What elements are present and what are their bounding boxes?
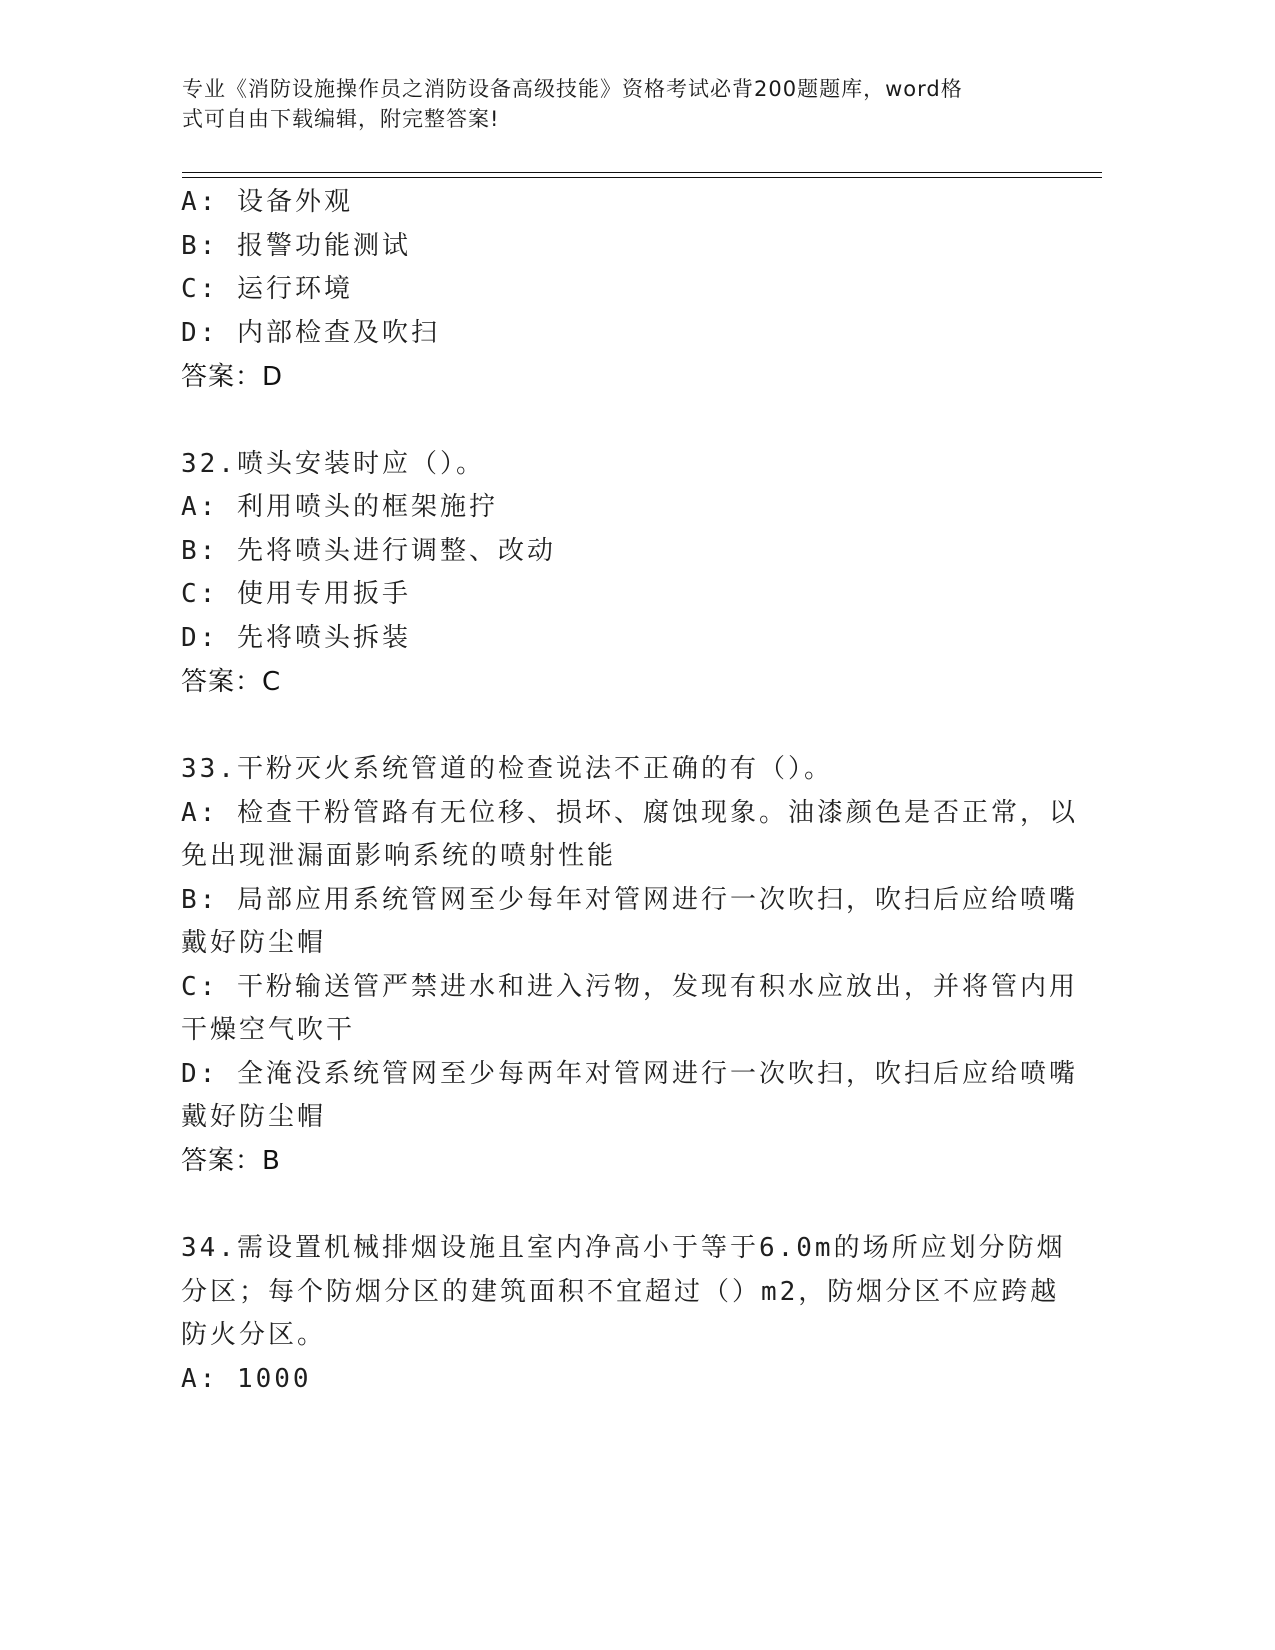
q33-option-b-line2: 戴好防尘帽 <box>181 928 327 958</box>
q34-option-a: A: 1000 <box>181 1364 312 1394</box>
q32-option-b: B: 先将喷头进行调整、改动 <box>181 536 556 566</box>
q31-answer: 答案：D <box>181 362 284 392</box>
q33-option-c-line1: C: 干粉输送管严禁进水和进入污物，发现有积水应放出，并将管内用 <box>181 972 1078 1002</box>
q34-question-line2: 分区；每个防烟分区的建筑面积不宜超过（）m2，防烟分区不应跨越 <box>181 1277 1060 1307</box>
q32-option-d: D: 先将喷头拆装 <box>181 623 411 653</box>
document-header <box>182 74 1042 134</box>
q32-question: 32.喷头安装时应（）。 <box>181 449 485 479</box>
q33-option-a-line2: 免出现泄漏面影响系统的喷射性能 <box>181 841 617 871</box>
q33-question: 33.干粉灭火系统管道的检查说法不正确的有（）。 <box>181 754 833 784</box>
q31-option-a: A: 设备外观 <box>181 187 353 217</box>
q31-option-c: C: 运行环境 <box>181 274 353 304</box>
header-line-2: 式可自由下载编辑，附完整答案! <box>182 107 500 131</box>
header-line-1: 专业《消防设施操作员之消防设备高级技能》资格考试必背200题题库，word格 <box>182 77 963 101</box>
q34-question-line3: 防火分区。 <box>181 1320 327 1350</box>
q32-answer: 答案：C <box>181 667 282 697</box>
q32-option-a: A: 利用喷头的框架施拧 <box>181 492 498 522</box>
q33-option-d-line1: D: 全淹没系统管网至少每两年对管网进行一次吹扫，吹扫后应给喷嘴 <box>181 1059 1078 1089</box>
q33-option-b-line1: B: 局部应用系统管网至少每年对管网进行一次吹扫，吹扫后应给喷嘴 <box>181 885 1078 915</box>
q34-question-line1: 34.需设置机械排烟设施且室内净高小于等于6.0m的场所应划分防烟 <box>181 1233 1066 1263</box>
q33-answer: 答案：B <box>181 1146 281 1176</box>
q33-option-a-line1: A: 检查干粉管路有无位移、损坏、腐蚀现象。油漆颜色是否正常，以 <box>181 798 1078 828</box>
q32-option-c: C: 使用专用扳手 <box>181 579 411 609</box>
q31-option-b: B: 报警功能测试 <box>181 231 411 261</box>
header-divider-top <box>182 172 1102 173</box>
q33-option-c-line2: 干燥空气吹干 <box>181 1015 356 1045</box>
header-divider-bottom <box>182 177 1102 178</box>
q31-option-d: D: 内部检查及吹扫 <box>181 318 440 348</box>
q33-option-d-line2: 戴好防尘帽 <box>181 1102 327 1132</box>
